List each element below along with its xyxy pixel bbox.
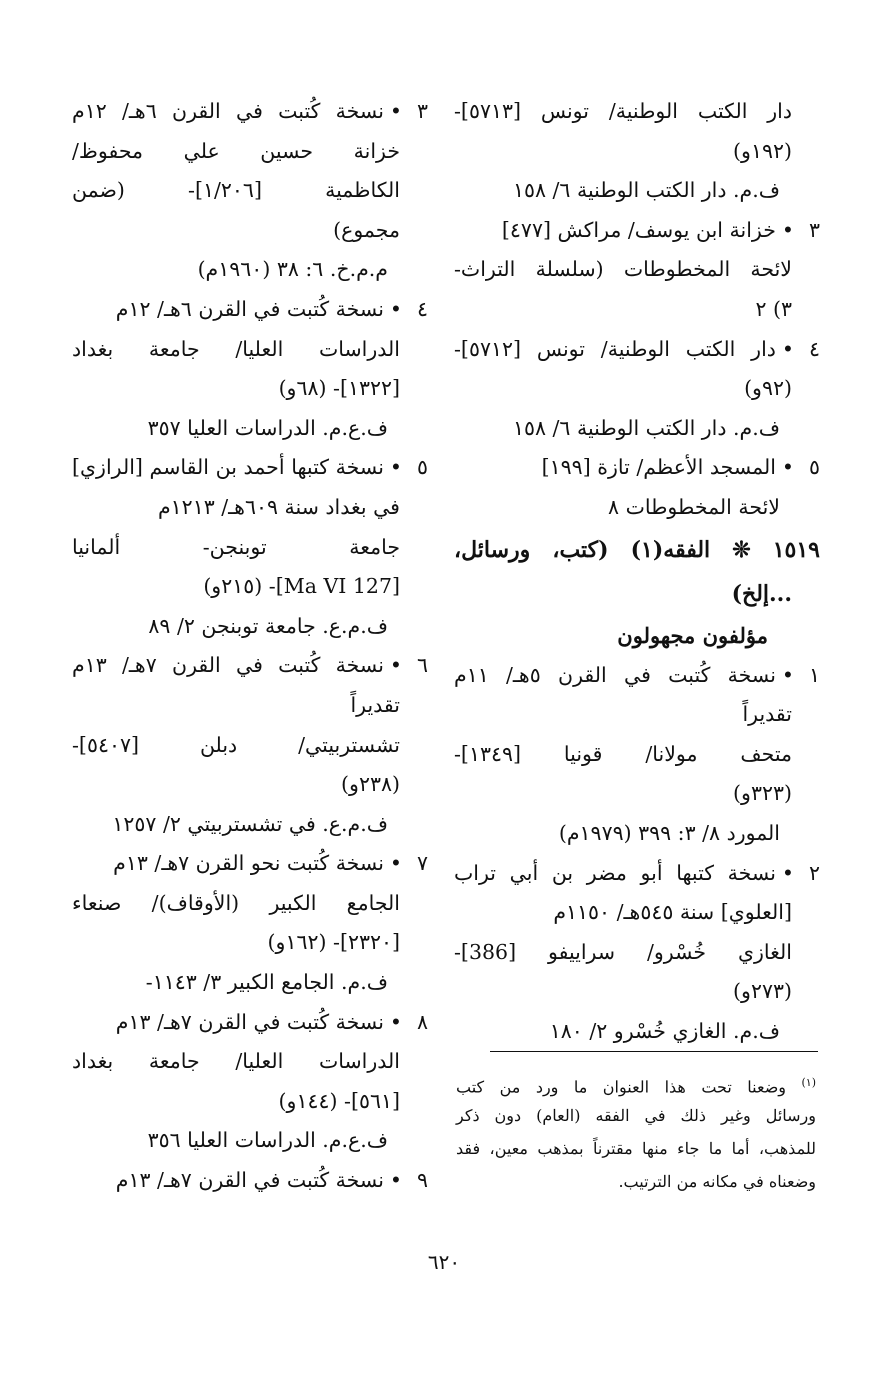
entry-line bbox=[454, 369, 820, 409]
entry-line bbox=[454, 814, 820, 854]
entry-text: ف.م. دار الكتب الوطنية ٦/ ١٥٨ bbox=[512, 415, 780, 440]
entry-text: نسخة كُتبت في القرن ٧هـ/ ١٣م bbox=[72, 653, 384, 678]
entry-first-line bbox=[454, 211, 820, 251]
entry-text: م.م.خ. ٦: ٣٨ (١٩٦٠م) bbox=[197, 257, 388, 282]
page-number: ٦٢٠ bbox=[427, 1250, 461, 1274]
entry-text: [٥٦١]- (١٤٤و) bbox=[278, 1088, 400, 1113]
entry-line bbox=[72, 211, 428, 251]
entry-text: خزانة ابن يوسف/ مراكش [٤٧٧] bbox=[501, 217, 776, 242]
entry-number: ٢ bbox=[808, 860, 820, 885]
entry-line bbox=[72, 963, 428, 1003]
entry-text: نسخة كُتبت في القرن ٦هـ/ ١٢م bbox=[72, 99, 384, 123]
entry-line bbox=[72, 132, 428, 172]
entry-text: نسخة كُتبت في القرن ٦هـ/ ١٢م bbox=[115, 296, 384, 321]
footnote-text: ورسائل وغير ذلك في الفقه (العام) دون ذكر bbox=[456, 1106, 816, 1125]
bullet-icon: • bbox=[389, 1168, 402, 1193]
entry-number: ١ bbox=[808, 662, 820, 687]
entry-text: مجموع) bbox=[333, 217, 400, 242]
entry-line bbox=[72, 805, 428, 845]
bullet-icon: • bbox=[781, 662, 794, 687]
entry-line bbox=[72, 923, 428, 963]
entry-text: (٩٢و) bbox=[744, 376, 792, 401]
entry-line bbox=[72, 884, 428, 924]
entry-line bbox=[454, 695, 820, 735]
entry-text: الجامع الكبير (الأوقاف)/ صنعاء bbox=[72, 890, 400, 915]
entry-text: خزانة حسين علي محفوظ/ bbox=[72, 138, 400, 163]
section-heading-continued: ...إلخ) bbox=[731, 580, 792, 607]
entry-line bbox=[72, 488, 428, 528]
entry-text: (١٩٢و) bbox=[733, 138, 792, 163]
entry-number: ٣ bbox=[808, 217, 820, 242]
entry-line bbox=[72, 686, 428, 726]
footnote-line bbox=[456, 1165, 816, 1198]
bullet-icon: • bbox=[389, 99, 402, 123]
footnotes bbox=[456, 1066, 816, 1198]
entry-number: ٩ bbox=[416, 1168, 428, 1193]
bullet-icon: • bbox=[781, 336, 794, 361]
entry-text: تقديراً bbox=[742, 702, 792, 727]
right-column bbox=[454, 92, 820, 1051]
entry-text: لائحة المخطوطات ٨ bbox=[608, 494, 780, 519]
entry-line bbox=[454, 290, 820, 330]
entry-text: المسجد الأعظم/ تازة [١٩٩] bbox=[541, 455, 776, 480]
entry-text: الكاظمية [١/٢٠٦]- (ضمن bbox=[72, 178, 400, 203]
entry-line bbox=[72, 250, 428, 290]
bullet-icon: • bbox=[389, 1009, 402, 1034]
entry-line bbox=[72, 330, 428, 370]
entry-line bbox=[454, 972, 820, 1012]
entry-number: ٤ bbox=[808, 336, 820, 361]
entry-text: [Ma VI 127]- (٢١٥و) bbox=[203, 574, 400, 599]
entry-line bbox=[454, 488, 820, 528]
entry-first-line bbox=[454, 656, 820, 696]
bullet-icon: • bbox=[389, 455, 402, 480]
entry-first-line bbox=[72, 1003, 428, 1043]
entry-text: في بغداد سنة ٦٠٩هـ/ ١٢١٣م bbox=[157, 494, 400, 519]
entry-line bbox=[72, 528, 428, 568]
entry-line bbox=[454, 735, 820, 775]
entry-text: المورد ٨/ ٣: ٣٩٩ (١٩٧٩م) bbox=[558, 820, 780, 845]
left-column bbox=[72, 92, 428, 1201]
entry-text: (٢٧٣و) bbox=[733, 979, 792, 1004]
entry-text: نسخة كُتبت في القرن ٧هـ/ ١٣م bbox=[115, 1009, 384, 1034]
entry-text: لائحة المخطوطات (سلسلة التراث- bbox=[454, 257, 792, 282]
bullet-icon: • bbox=[781, 455, 794, 480]
entry-text: ف.م. الغازي خُسْرو ٢/ ١٨٠ bbox=[549, 1018, 780, 1043]
entry-text: جامعة توبنجن- ألمانيا bbox=[72, 534, 400, 559]
entry-line bbox=[72, 1121, 428, 1161]
entry-text: نسخة كتبها أحمد بن القاسم [الرازي] bbox=[72, 455, 384, 480]
entry-text: ف.ع.م. الدراسات العليا ٣٥٦ bbox=[147, 1128, 388, 1153]
entry-line bbox=[454, 171, 820, 211]
entry-text: دار الكتب الوطنية/ تونس [٥٧١٣]- bbox=[454, 99, 792, 123]
entry-text: [١٣٢٢]- (٦٨و) bbox=[278, 376, 400, 401]
entry-first-line bbox=[454, 330, 820, 370]
entry-text: [٢٣٢٠]- (١٦٢و) bbox=[267, 930, 400, 955]
entry-line bbox=[72, 1042, 428, 1082]
entry-line bbox=[72, 765, 428, 805]
subheading: مؤلفون مجهولون bbox=[617, 622, 768, 648]
entry-number: ٧ bbox=[416, 851, 428, 876]
entry-first-line bbox=[72, 646, 428, 686]
footnote-line bbox=[456, 1132, 816, 1165]
entry-number: ٨ bbox=[416, 1009, 428, 1034]
entry-text: نسخة كُتبت في القرن ٥هـ/ ١١م bbox=[454, 662, 776, 687]
entry-line bbox=[454, 250, 820, 290]
entry-number: ٦ bbox=[416, 653, 428, 678]
footnote-text: للمذهب، أما ما جاء منها مقترناً بمذهب معين، فقد bbox=[456, 1139, 816, 1158]
entry-first-line bbox=[72, 92, 428, 132]
bullet-icon: • bbox=[781, 860, 794, 885]
entry-text: ف.ع.م. الدراسات العليا ٣٥٧ bbox=[147, 415, 388, 440]
entry-first-line bbox=[72, 844, 428, 884]
entry-line bbox=[72, 409, 428, 449]
entry-text: ف.م. الجامع الكبير ٣/ ١١٤٣- bbox=[145, 970, 388, 995]
bullet-icon: • bbox=[781, 217, 794, 242]
entry-line bbox=[72, 726, 428, 766]
entry-line bbox=[454, 774, 820, 814]
footnote-text: وضعنا تحت هذا العنوان ما ورد من كتب bbox=[456, 1077, 787, 1097]
entry-first-line bbox=[72, 290, 428, 330]
entry-text: تشستربيتي/ دبلن [٥٤٠٧]- bbox=[72, 732, 400, 757]
entry-line bbox=[454, 1012, 820, 1052]
entry-first-line bbox=[454, 448, 820, 488]
entry-first-line bbox=[72, 448, 428, 488]
entry-first-line bbox=[72, 1161, 428, 1201]
footnote-line bbox=[456, 1066, 816, 1099]
footnote-text: وضعناه في مكانه من الترتيب. bbox=[618, 1172, 816, 1191]
entry-number: ٤ bbox=[416, 296, 428, 321]
entry-line bbox=[454, 132, 820, 172]
entry-text: نسخة كُتبت في القرن ٧هـ/ ١٣م bbox=[115, 1168, 384, 1193]
bullet-icon: • bbox=[389, 851, 402, 876]
entry-text: ٣) ٢ bbox=[755, 296, 792, 321]
entry-text: الدراسات العليا/ جامعة بغداد bbox=[72, 1049, 400, 1074]
bullet-icon: • bbox=[389, 653, 402, 678]
footnote-marker: (١) bbox=[801, 1076, 816, 1089]
entry-text: (٢٣٨و) bbox=[341, 772, 400, 797]
entry-text: (٣٢٣و) bbox=[733, 781, 792, 806]
entry-line bbox=[72, 567, 428, 607]
entry-line bbox=[72, 1082, 428, 1122]
footnote-separator bbox=[490, 1051, 818, 1052]
entry-line bbox=[72, 369, 428, 409]
entry-number: ٣ bbox=[416, 99, 428, 123]
entry-text: نسخة كتبها أبو مضر بن أبي تراب bbox=[454, 860, 776, 885]
entry-line bbox=[72, 607, 428, 647]
entry-number: ٥ bbox=[808, 455, 820, 480]
entry-line bbox=[72, 171, 428, 211]
entry-line bbox=[454, 893, 820, 933]
entry-text: ف.م. دار الكتب الوطنية ٦/ ١٥٨ bbox=[512, 178, 780, 203]
entry-number: ٥ bbox=[416, 455, 428, 480]
entry-text: تقديراً bbox=[350, 692, 400, 717]
entry-text: دار الكتب الوطنية/ تونس [٥٧١٢]- bbox=[454, 336, 776, 361]
entry-text: نسخة كُتبت نحو القرن ٧هـ/ ١٣م bbox=[113, 851, 384, 876]
entry-line bbox=[454, 409, 820, 449]
section-heading: ١٥١٩ ❊ الفقه(١) (كتب، ورسائل، bbox=[454, 536, 820, 563]
footnote-line bbox=[456, 1099, 816, 1132]
entry-text: متحف مولانا/ قونيا [١٣٤٩]- bbox=[454, 741, 792, 766]
entry-first-line bbox=[454, 854, 820, 894]
entry-text: الغازي خُسْرو/ سراييفو [386]- bbox=[454, 939, 792, 964]
entry-text: الدراسات العليا/ جامعة بغداد bbox=[72, 336, 400, 361]
entry-line bbox=[454, 92, 820, 132]
entry-text: ف.م.ع. جامعة توبنجن ٢/ ٨٩ bbox=[148, 613, 388, 638]
bullet-icon: • bbox=[389, 296, 402, 321]
entry-text: [العلوي] سنة ٥٤٥هـ/ ١١٥٠م bbox=[553, 900, 792, 925]
entry-line bbox=[454, 933, 820, 973]
entry-text: ف.م.ع. في تشستربيتي ٢/ ١٢٥٧ bbox=[112, 811, 388, 836]
